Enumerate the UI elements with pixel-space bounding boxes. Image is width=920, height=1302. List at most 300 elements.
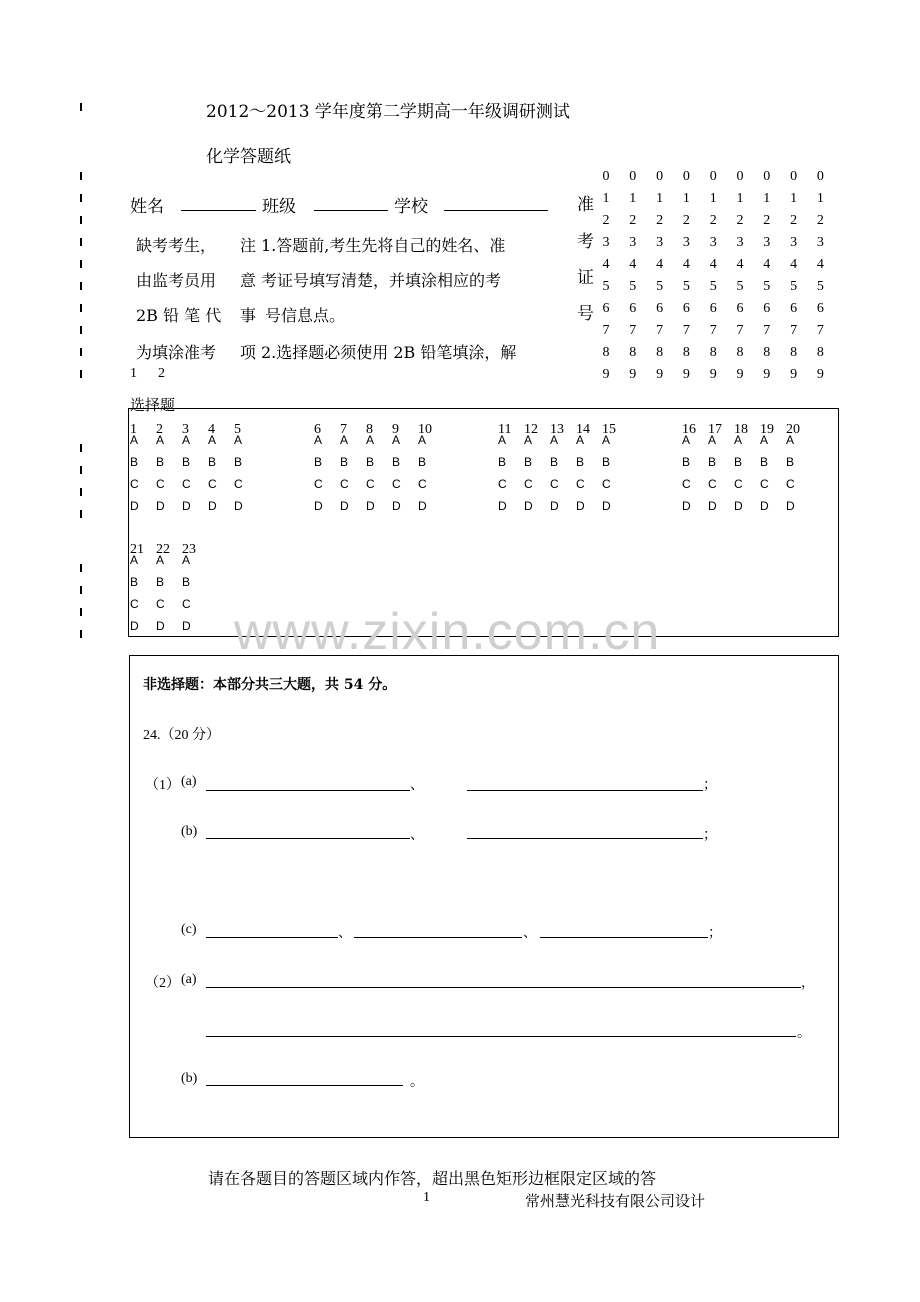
- exam-id-digit-bubble[interactable]: 5: [682, 279, 690, 294]
- mc-option-row: [498, 473, 628, 495]
- mc-option-bubble[interactable]: D: [786, 499, 795, 513]
- free-response-heading: 非选择题：本部分共三大题，共 54 分。: [143, 677, 397, 693]
- mc-option-row: [130, 571, 208, 593]
- exam-id-digit-bubble[interactable]: 6: [602, 301, 610, 316]
- answer-line-1b-2[interactable]: [467, 838, 703, 839]
- exam-id-digit-bubble[interactable]: 4: [656, 257, 664, 272]
- exam-id-digit-bubble[interactable]: 6: [763, 301, 771, 316]
- exam-id-label-char: 考: [577, 232, 594, 252]
- mc-question-number: 11: [498, 422, 512, 437]
- mc-question-number: 7: [340, 422, 347, 437]
- mc-option-bubble[interactable]: A: [550, 433, 559, 447]
- exam-id-digit-column: [734, 166, 746, 386]
- margin-mark: [80, 304, 82, 312]
- exam-id-digit-bubble[interactable]: 3: [629, 235, 637, 250]
- mc-option-bubble[interactable]: D: [208, 499, 217, 513]
- mc-option-bubble[interactable]: A: [340, 433, 349, 447]
- exam-id-digit-bubble[interactable]: 2: [629, 213, 637, 228]
- exam-id-digit-bubble[interactable]: 0: [656, 169, 664, 184]
- mc-option-bubble[interactable]: D: [182, 499, 191, 513]
- exam-id-digit-bubble[interactable]: 3: [816, 235, 824, 250]
- mc-question-numbers: [682, 417, 812, 437]
- mc-option-row: [130, 473, 260, 495]
- mc-option-bubble[interactable]: A: [156, 433, 165, 447]
- mc-question-numbers: [130, 537, 208, 557]
- margin-mark: [80, 172, 82, 180]
- mc-option-bubble[interactable]: D: [524, 499, 533, 513]
- answer-line-2a-1[interactable]: [206, 987, 801, 988]
- footer-instruction: 请在各题目的答题区域内作答，超出黑色矩形边框限定区域的答: [208, 1169, 657, 1188]
- mc-question-number: 4: [208, 422, 215, 437]
- page-subtitle: 化学答题纸: [206, 147, 291, 167]
- mc-option-bubble[interactable]: C: [524, 477, 533, 491]
- mc-option-bubble[interactable]: A: [760, 433, 769, 447]
- exam-id-digit-bubble[interactable]: 1: [736, 191, 744, 206]
- exam-id-digit-bubble[interactable]: 5: [816, 279, 824, 294]
- exam-id-digit-bubble[interactable]: 1: [656, 191, 664, 206]
- mc-option-bubble[interactable]: D: [418, 499, 427, 513]
- exam-id-digit-bubble[interactable]: 5: [629, 279, 637, 294]
- mc-option-bubble[interactable]: B: [156, 575, 165, 589]
- mc-option-bubble[interactable]: B: [182, 575, 191, 589]
- exam-id-digit-bubble[interactable]: 8: [656, 345, 664, 360]
- part-1-label: （1）: [145, 778, 180, 793]
- margin-mark: [80, 510, 82, 518]
- notice-line: 1.答题前,考生先将自己的姓名、准: [261, 236, 506, 255]
- exam-id-digit-bubble[interactable]: 3: [682, 235, 690, 250]
- exam-id-digit-bubble[interactable]: 1: [602, 191, 610, 206]
- mc-option-bubble[interactable]: C: [130, 477, 139, 491]
- mc-option-row: [130, 549, 208, 571]
- answer-line-1c-1[interactable]: [206, 937, 338, 938]
- exam-id-digit-bubble[interactable]: 7: [602, 323, 610, 338]
- mc-option-bubble[interactable]: B: [208, 455, 217, 469]
- mc-option-bubble[interactable]: C: [708, 477, 717, 491]
- mc-option-bubble[interactable]: B: [576, 455, 585, 469]
- end-mark: ；: [703, 777, 717, 793]
- margin-mark: [80, 630, 82, 638]
- exam-id-digit-bubble[interactable]: 7: [656, 323, 664, 338]
- name-label: 姓名: [130, 197, 164, 217]
- exam-id-digit-column: [600, 166, 612, 386]
- mc-question-group: [498, 417, 628, 517]
- mc-option-bubble[interactable]: A: [498, 433, 507, 447]
- exam-id-digit-bubble[interactable]: 4: [736, 257, 744, 272]
- mc-option-bubble[interactable]: B: [234, 455, 243, 469]
- sub-b-label: (b): [181, 824, 198, 839]
- exam-id-digit-bubble[interactable]: 9: [816, 367, 824, 382]
- mc-option-bubble[interactable]: D: [340, 499, 349, 513]
- exam-id-digit-column: [654, 166, 666, 386]
- mc-question-number: 16: [682, 422, 696, 437]
- mc-option-bubble[interactable]: B: [682, 455, 691, 469]
- mc-option-row: [682, 451, 812, 473]
- exam-id-digit-bubble[interactable]: 1: [816, 191, 824, 206]
- mc-question-numbers: [314, 417, 444, 437]
- exam-id-digit-bubble[interactable]: 4: [602, 257, 610, 272]
- mc-option-row: [314, 451, 444, 473]
- margin-mark: [80, 444, 82, 452]
- mc-option-bubble[interactable]: C: [234, 477, 243, 491]
- exam-id-digit-bubble[interactable]: 5: [602, 279, 610, 294]
- exam-id-digit-bubble[interactable]: 1: [790, 191, 798, 206]
- exam-id-digit-bubble[interactable]: 4: [709, 257, 717, 272]
- exam-id-digit-bubble[interactable]: 2: [656, 213, 664, 228]
- mc-question-number: 19: [760, 422, 774, 437]
- mc-option-bubble[interactable]: B: [130, 455, 139, 469]
- mc-option-row: [314, 429, 444, 451]
- exam-id-digit-bubble[interactable]: 7: [790, 323, 798, 338]
- exam-id-digit-bubble[interactable]: 5: [736, 279, 744, 294]
- exam-id-digit-bubble[interactable]: 8: [816, 345, 824, 360]
- mc-option-bubble[interactable]: C: [576, 477, 585, 491]
- exam-id-digit-bubble[interactable]: 6: [816, 301, 824, 316]
- mc-option-bubble[interactable]: C: [418, 477, 427, 491]
- notice-line: 为填涂准考: [136, 343, 217, 362]
- mc-option-row: [682, 429, 812, 451]
- mc-option-bubble[interactable]: D: [602, 499, 611, 513]
- mc-question-group: [130, 537, 208, 633]
- mc-option-bubble[interactable]: A: [156, 553, 165, 567]
- mc-option-bubble[interactable]: D: [182, 619, 191, 633]
- mc-option-bubble[interactable]: A: [182, 433, 191, 447]
- mc-option-bubble[interactable]: B: [760, 455, 769, 469]
- mc-option-bubble[interactable]: B: [366, 455, 375, 469]
- exam-id-digit-bubble[interactable]: 6: [656, 301, 664, 316]
- exam-id-label-char: 证: [577, 268, 594, 288]
- exam-id-digit-bubble[interactable]: 9: [602, 367, 610, 382]
- mc-question-numbers: [498, 417, 628, 437]
- mc-question-number: 10: [418, 422, 432, 437]
- mc-option-bubble[interactable]: A: [576, 433, 585, 447]
- exam-id-digit-bubble[interactable]: 0: [790, 169, 798, 184]
- mc-question-number: 13: [550, 422, 564, 437]
- margin-mark: [80, 466, 82, 474]
- notice-cut-text: 1 2: [130, 366, 165, 381]
- end-mark: ；: [708, 925, 722, 941]
- exam-id-digit-bubble[interactable]: 7: [736, 323, 744, 338]
- notice-line: 事: [240, 306, 257, 325]
- mc-option-bubble[interactable]: D: [550, 499, 559, 513]
- separator-mark: 、: [523, 925, 537, 941]
- exam-id-digit-bubble[interactable]: 6: [682, 301, 690, 316]
- exam-id-digit-bubble[interactable]: 4: [790, 257, 798, 272]
- mc-option-bubble[interactable]: B: [182, 455, 191, 469]
- mc-option-row: [130, 615, 208, 633]
- mc-question-group: [314, 417, 444, 517]
- mc-option-bubble[interactable]: A: [366, 433, 375, 447]
- exam-id-digit-bubble[interactable]: 6: [736, 301, 744, 316]
- exam-id-digit-bubble[interactable]: 7: [709, 323, 717, 338]
- mc-option-bubble[interactable]: D: [734, 499, 743, 513]
- answer-line-1c-3[interactable]: [540, 937, 708, 938]
- margin-mark: [80, 194, 82, 202]
- answer-line-1b-1[interactable]: [206, 838, 410, 839]
- exam-id-digit-bubble[interactable]: 3: [763, 235, 771, 250]
- mc-option-row: [498, 429, 628, 451]
- exam-id-digit-bubble[interactable]: 9: [709, 367, 717, 382]
- exam-id-digit-bubble[interactable]: 0: [629, 169, 637, 184]
- exam-id-digit-bubble[interactable]: 2: [602, 213, 610, 228]
- mc-option-bubble[interactable]: A: [786, 433, 795, 447]
- mc-option-bubble[interactable]: A: [418, 433, 427, 447]
- notice-line: 号信息点。: [265, 306, 346, 325]
- answer-line-1c-2[interactable]: [354, 937, 522, 938]
- exam-id-digit-bubble[interactable]: 6: [790, 301, 798, 316]
- mc-option-bubble[interactable]: D: [156, 619, 165, 633]
- margin-mark: [80, 260, 82, 268]
- notice-line: 注: [240, 236, 257, 255]
- mc-option-bubble[interactable]: A: [314, 433, 323, 447]
- mc-option-bubble[interactable]: B: [602, 455, 611, 469]
- mc-option-row: [130, 593, 208, 615]
- exam-id-digit-bubble[interactable]: 9: [656, 367, 664, 382]
- mc-option-bubble[interactable]: A: [734, 433, 743, 447]
- mc-option-bubble[interactable]: A: [524, 433, 533, 447]
- mc-option-row: [130, 495, 260, 517]
- end-mark: 。: [410, 1074, 424, 1090]
- mc-option-bubble[interactable]: A: [602, 433, 611, 447]
- mc-option-bubble[interactable]: A: [234, 433, 243, 447]
- mc-option-bubble[interactable]: C: [130, 597, 139, 611]
- answer-line-2a-2[interactable]: [206, 1036, 796, 1037]
- mc-question-number: 12: [524, 422, 538, 437]
- exam-id-digit-bubble[interactable]: 2: [790, 213, 798, 228]
- end-mark: 。: [797, 1025, 811, 1041]
- mc-option-bubble[interactable]: C: [786, 477, 795, 491]
- mc-option-bubble[interactable]: D: [156, 499, 165, 513]
- exam-id-label-char: 准: [577, 195, 594, 215]
- mc-option-bubble[interactable]: D: [314, 499, 323, 513]
- answer-line-1a-2[interactable]: [467, 790, 703, 791]
- mc-option-bubble[interactable]: B: [498, 455, 507, 469]
- mc-option-bubble[interactable]: B: [708, 455, 717, 469]
- exam-id-digit-column: [761, 166, 773, 386]
- notice-line: 缺考考生，: [136, 236, 217, 255]
- exam-id-digit-bubble[interactable]: 3: [709, 235, 717, 250]
- exam-id-digit-column: [707, 166, 719, 386]
- exam-id-digit-bubble[interactable]: 9: [629, 367, 637, 382]
- mc-option-bubble[interactable]: D: [130, 619, 139, 633]
- exam-id-digit-bubble[interactable]: 9: [763, 367, 771, 382]
- mc-question-number: 1: [130, 422, 137, 437]
- mc-question-group: [130, 417, 260, 517]
- margin-mark: [80, 103, 82, 111]
- mc-question-number: 23: [182, 542, 196, 557]
- exam-id-digit-bubble[interactable]: 9: [736, 367, 744, 382]
- mc-option-bubble[interactable]: C: [498, 477, 507, 491]
- mc-option-bubble[interactable]: D: [392, 499, 401, 513]
- exam-id-digit-bubble[interactable]: 1: [709, 191, 717, 206]
- exam-id-digit-bubble[interactable]: 7: [763, 323, 771, 338]
- mc-option-row: [130, 429, 260, 451]
- exam-id-digit-bubble[interactable]: 0: [736, 169, 744, 184]
- mc-question-number: 21: [130, 542, 144, 557]
- exam-id-digit-bubble[interactable]: 5: [763, 279, 771, 294]
- answer-line-1a-1[interactable]: [206, 790, 410, 791]
- exam-id-digit-bubble[interactable]: 3: [736, 235, 744, 250]
- mc-option-row: [130, 451, 260, 473]
- exam-id-digit-bubble[interactable]: 7: [816, 323, 824, 338]
- mc-question-number: 5: [234, 422, 241, 437]
- mc-question-number: 17: [708, 422, 722, 437]
- margin-mark: [80, 564, 82, 572]
- mc-option-bubble[interactable]: C: [734, 477, 743, 491]
- sub-a-label: (a): [181, 774, 197, 789]
- free-response-box: [129, 655, 839, 1138]
- end-mark: ；: [703, 827, 717, 843]
- exam-id-grid: [600, 166, 830, 382]
- mc-option-bubble[interactable]: C: [182, 477, 191, 491]
- mc-option-bubble[interactable]: B: [340, 455, 349, 469]
- exam-id-digit-bubble[interactable]: 3: [790, 235, 798, 250]
- mc-option-bubble[interactable]: B: [418, 455, 427, 469]
- exam-id-digit-bubble[interactable]: 8: [790, 345, 798, 360]
- margin-mark: [80, 326, 82, 334]
- mc-option-bubble[interactable]: D: [682, 499, 691, 513]
- exam-id-digit-bubble[interactable]: 5: [656, 279, 664, 294]
- sub-b-label: (b): [181, 1071, 198, 1086]
- margin-mark: [80, 608, 82, 616]
- mc-option-row: [682, 495, 812, 517]
- mc-option-bubble[interactable]: C: [182, 597, 191, 611]
- sub-a-label: (a): [181, 972, 197, 987]
- exam-id-digit-bubble[interactable]: 8: [602, 345, 610, 360]
- mc-option-bubble[interactable]: C: [682, 477, 691, 491]
- mc-question-number: 15: [602, 422, 616, 437]
- margin-mark: [80, 370, 82, 378]
- exam-id-digit-bubble[interactable]: 8: [736, 345, 744, 360]
- exam-id-digit-bubble[interactable]: 8: [763, 345, 771, 360]
- exam-id-digit-bubble[interactable]: 8: [629, 345, 637, 360]
- exam-id-digit-bubble[interactable]: 1: [629, 191, 637, 206]
- class-field[interactable]: [314, 210, 388, 211]
- exam-id-digit-bubble[interactable]: 0: [816, 169, 824, 184]
- mc-option-bubble[interactable]: B: [156, 455, 165, 469]
- mc-option-bubble[interactable]: B: [314, 455, 323, 469]
- school-field[interactable]: [444, 210, 548, 211]
- question-24-label: 24.（20 分）: [143, 728, 220, 743]
- exam-id-digit-bubble[interactable]: 2: [709, 213, 717, 228]
- exam-id-digit-bubble[interactable]: 3: [656, 235, 664, 250]
- mc-option-bubble[interactable]: D: [366, 499, 375, 513]
- mc-option-bubble[interactable]: B: [130, 575, 139, 589]
- mc-option-bubble[interactable]: C: [156, 477, 165, 491]
- mc-option-bubble[interactable]: B: [734, 455, 743, 469]
- exam-id-digit-bubble[interactable]: 4: [816, 257, 824, 272]
- mc-option-row: [682, 473, 812, 495]
- exam-id-digit-bubble[interactable]: 5: [790, 279, 798, 294]
- footer-page-number: 1: [423, 1190, 430, 1205]
- mc-option-bubble[interactable]: A: [708, 433, 717, 447]
- mc-option-bubble[interactable]: C: [760, 477, 769, 491]
- mc-option-bubble[interactable]: D: [130, 499, 139, 513]
- mc-option-bubble[interactable]: C: [340, 477, 349, 491]
- exam-id-digit-bubble[interactable]: 0: [763, 169, 771, 184]
- notice-line: 2.选择题必须使用 2B 铅笔填涂，解: [261, 343, 517, 362]
- exam-id-digit-bubble[interactable]: 1: [682, 191, 690, 206]
- exam-id-digit-bubble[interactable]: 4: [682, 257, 690, 272]
- exam-id-digit-bubble[interactable]: 9: [682, 367, 690, 382]
- margin-mark: [80, 348, 82, 356]
- mc-question-number: 22: [156, 542, 170, 557]
- mc-option-bubble[interactable]: C: [392, 477, 401, 491]
- mc-option-bubble[interactable]: D: [576, 499, 585, 513]
- notice-line: 项: [240, 343, 257, 362]
- mc-option-row: [498, 451, 628, 473]
- end-mark: ，: [801, 975, 815, 991]
- exam-id-digit-bubble[interactable]: 2: [816, 213, 824, 228]
- mc-option-bubble[interactable]: D: [234, 499, 243, 513]
- mc-option-row: [498, 495, 628, 517]
- mc-option-bubble[interactable]: B: [524, 455, 533, 469]
- exam-id-digit-bubble[interactable]: 8: [682, 345, 690, 360]
- mc-option-bubble[interactable]: C: [602, 477, 611, 491]
- exam-id-digit-bubble[interactable]: 1: [763, 191, 771, 206]
- mc-option-bubble[interactable]: B: [550, 455, 559, 469]
- exam-id-digit-bubble[interactable]: 8: [709, 345, 717, 360]
- mc-option-bubble[interactable]: A: [130, 553, 139, 567]
- mc-option-bubble[interactable]: D: [760, 499, 769, 513]
- exam-id-digit-bubble[interactable]: 4: [629, 257, 637, 272]
- exam-id-digit-bubble[interactable]: 0: [602, 169, 610, 184]
- exam-id-label-char: 号: [577, 304, 594, 324]
- mc-option-bubble[interactable]: A: [392, 433, 401, 447]
- exam-id-digit-bubble[interactable]: 4: [763, 257, 771, 272]
- exam-id-digit-bubble[interactable]: 7: [682, 323, 690, 338]
- mc-question-number: 8: [366, 422, 373, 437]
- mc-option-bubble[interactable]: B: [786, 455, 795, 469]
- mc-option-bubble[interactable]: C: [314, 477, 323, 491]
- exam-id-digit-bubble[interactable]: 0: [682, 169, 690, 184]
- class-label: 班级: [262, 197, 296, 217]
- notice-line: 考证号填写清楚，并填涂相应的考: [261, 271, 502, 290]
- exam-id-digit-bubble[interactable]: 7: [629, 323, 637, 338]
- exam-id-digit-bubble[interactable]: 3: [602, 235, 610, 250]
- school-label: 学校: [394, 197, 428, 217]
- mc-option-row: [314, 495, 444, 517]
- footer-company: 常州慧光科技有限公司设计: [525, 1192, 706, 1210]
- mc-option-bubble[interactable]: C: [550, 477, 559, 491]
- mc-option-bubble[interactable]: B: [392, 455, 401, 469]
- separator-mark: 、: [410, 777, 424, 793]
- exam-id-digit-bubble[interactable]: 2: [736, 213, 744, 228]
- mc-option-bubble[interactable]: A: [182, 553, 191, 567]
- exam-id-digit-bubble[interactable]: 0: [709, 169, 717, 184]
- exam-id-digit-bubble[interactable]: 6: [709, 301, 717, 316]
- notice-line: 意: [240, 271, 257, 290]
- exam-id-digit-bubble[interactable]: 9: [790, 367, 798, 382]
- mc-option-bubble[interactable]: C: [156, 597, 165, 611]
- exam-id-digit-bubble[interactable]: 5: [709, 279, 717, 294]
- mc-option-bubble[interactable]: A: [682, 433, 691, 447]
- notice-line: 由监考员用: [136, 271, 217, 290]
- name-field[interactable]: [181, 210, 256, 211]
- mc-option-bubble[interactable]: A: [208, 433, 217, 447]
- mc-option-bubble[interactable]: A: [130, 433, 139, 447]
- exam-id-digit-bubble[interactable]: 2: [763, 213, 771, 228]
- exam-id-digit-bubble[interactable]: 2: [682, 213, 690, 228]
- exam-id-digit-column: [814, 166, 826, 386]
- mc-option-bubble[interactable]: D: [708, 499, 717, 513]
- mc-option-bubble[interactable]: D: [498, 499, 507, 513]
- mc-option-bubble[interactable]: C: [366, 477, 375, 491]
- exam-id-digit-bubble[interactable]: 6: [629, 301, 637, 316]
- answer-line-2b[interactable]: [206, 1085, 403, 1086]
- margin-mark: [80, 488, 82, 496]
- mc-option-bubble[interactable]: C: [208, 477, 217, 491]
- mc-question-number: 2: [156, 422, 163, 437]
